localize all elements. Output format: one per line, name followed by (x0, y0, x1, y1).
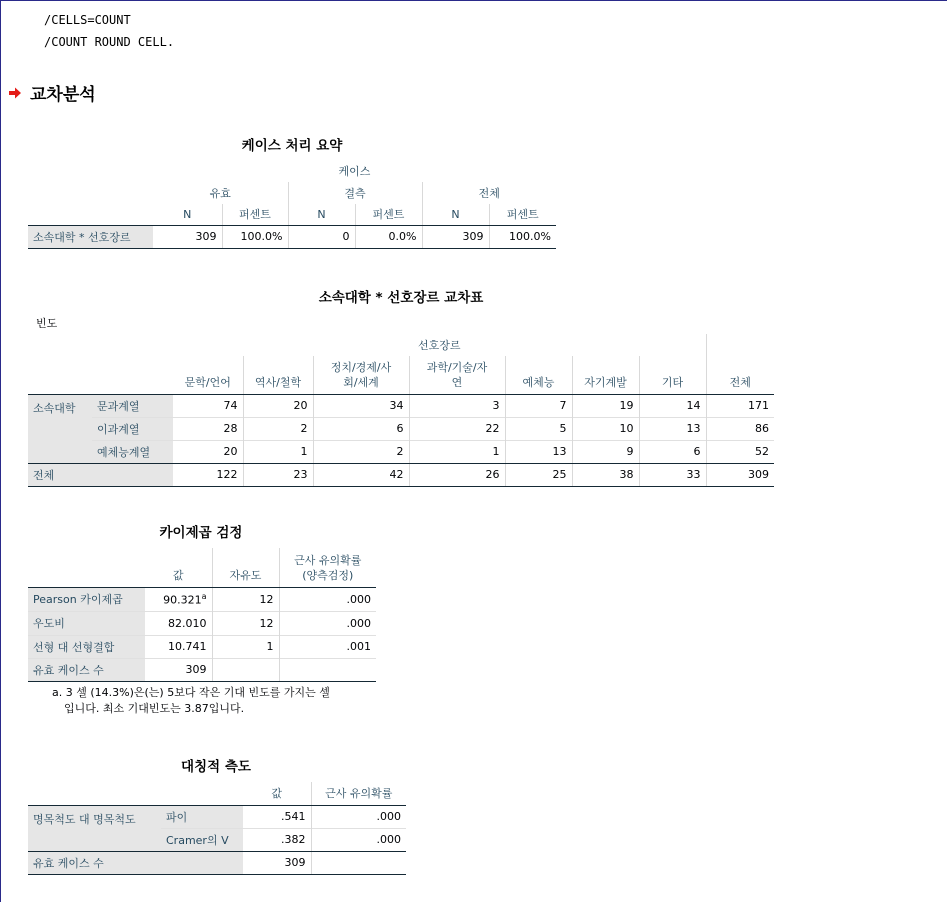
table-cell: 122 (173, 463, 243, 486)
symmetric-title: 대칭적 측도 (181, 759, 251, 775)
row-label: 파이 (161, 805, 243, 828)
table-cell: .541 (281, 810, 306, 823)
table-cell: 86 (706, 417, 774, 440)
col-subgroup-total: 전체 (422, 182, 556, 204)
col-header: 문학/언어 (173, 356, 243, 394)
case-summary-title: 케이스 처리 요약 (241, 138, 343, 154)
table-cell: 82.010 (145, 611, 212, 635)
row-label: 유효 케이스 수 (28, 851, 243, 874)
col-header: 근사 유의확률 (311, 782, 406, 805)
table-cell: 7 (505, 394, 572, 417)
row-label: 이과계열 (92, 417, 173, 440)
table-cell: 0.0% (355, 225, 422, 248)
group-label: 명목척도 대 명목척도 (28, 805, 161, 851)
row-var-label: 소속대학 (28, 394, 92, 463)
table-cell: 12 (212, 611, 279, 635)
col-header: 자유도 (212, 548, 279, 587)
syntax-line: /CELLS=COUNT (44, 13, 131, 27)
col-header: 값 (243, 782, 311, 805)
row-label: Cramer의 V (161, 828, 243, 851)
table-cell: 1 (212, 635, 279, 658)
chi-square-table (28, 548, 376, 682)
table-cell: 6 (639, 440, 706, 463)
table-cell: 309 (422, 225, 489, 248)
footnote-line: a. 3 셀 (14.3%)은(는) 5보다 작은 기대 빈도를 가지는 셀 (52, 686, 330, 699)
syntax-line: /COUNT ROUND CELL. (44, 35, 175, 49)
row-label: 소속대학 * 선호장르 (28, 225, 153, 248)
col-subgroup-missing: 결측 (288, 182, 422, 204)
section-heading[interactable] (8, 80, 96, 105)
value-text: 90.321 (163, 593, 202, 607)
col-header: N (153, 204, 222, 225)
col-header: 근사 유의확률 (양측검정) (279, 548, 376, 587)
col-header: 퍼센트 (222, 204, 288, 225)
table-cell: 22 (409, 417, 505, 440)
table-cell: 20 (243, 394, 313, 417)
col-header: N (288, 204, 355, 225)
table-cell (212, 658, 279, 681)
table-cell: 52 (706, 440, 774, 463)
table-cell: .000 (279, 611, 376, 635)
table-cell: 309 (145, 658, 212, 681)
section-title: 교차분석 (30, 85, 96, 105)
table-cell: 171 (706, 394, 774, 417)
table-cell: 13 (639, 417, 706, 440)
table-cell: 20 (173, 440, 243, 463)
table-cell (145, 587, 212, 611)
col-header: 자기계발 (572, 356, 639, 394)
row-label: 우도비 (28, 611, 145, 635)
col-header: N (422, 204, 489, 225)
table-cell: .001 (279, 635, 376, 658)
col-subgroup-valid: 유효 (209, 187, 231, 200)
table-cell: 100.0% (489, 225, 556, 248)
symmetric-table (28, 782, 406, 875)
table-cell: 3 (409, 394, 505, 417)
table-cell: 14 (639, 394, 706, 417)
table-cell: 100.0% (222, 225, 288, 248)
table-cell: 309 (153, 225, 222, 248)
table-cell: 6 (313, 417, 409, 440)
table-cell: 309 (706, 463, 774, 486)
table-cell: 10.741 (145, 635, 212, 658)
col-group-header: 케이스 (338, 165, 371, 178)
table-cell: 19 (572, 394, 639, 417)
table-cell: 309 (243, 851, 311, 874)
chi-square-footnote (52, 685, 330, 717)
col-header: 전체 (706, 356, 774, 394)
col-header: 값 (145, 548, 212, 587)
table-cell: 1 (243, 440, 313, 463)
table-cell: 34 (313, 394, 409, 417)
case-summary-table (28, 160, 556, 249)
col-header: 정치/경제/사 회/세계 (313, 356, 409, 394)
table-cell (279, 658, 376, 681)
chi-square-title: 카이제곱 검정 (159, 525, 243, 541)
table-cell: 10 (572, 417, 639, 440)
table-cell: .382 (243, 828, 311, 851)
syntax-block (44, 9, 174, 53)
crosstab-title: 소속대학 * 선호장르 교차표 (318, 290, 484, 306)
row-label: Pearson 카이제곱 (28, 587, 145, 611)
table-cell: 2 (313, 440, 409, 463)
table-cell: 28 (173, 417, 243, 440)
col-header: 역사/철학 (243, 356, 313, 394)
crosstab-table (28, 334, 774, 487)
table-cell: 1 (409, 440, 505, 463)
table-cell: 13 (505, 440, 572, 463)
col-header: 예체능 (505, 356, 572, 394)
table-cell: 12 (212, 587, 279, 611)
row-label: 예체능계열 (92, 440, 173, 463)
table-cell: 26 (409, 463, 505, 486)
table-cell: 5 (505, 417, 572, 440)
total-row-label: 전체 (28, 463, 173, 486)
footnote-marker: a (201, 591, 207, 601)
table-cell: 25 (505, 463, 572, 486)
table-cell: 38 (572, 463, 639, 486)
table-cell: 23 (243, 463, 313, 486)
row-label: 유효 케이스 수 (28, 658, 145, 681)
col-var-header: 선호장르 (417, 339, 461, 352)
col-header: 기타 (639, 356, 706, 394)
table-cell: .000 (311, 805, 406, 828)
col-header: 퍼센트 (355, 204, 422, 225)
row-label: 선형 대 선형결합 (28, 635, 145, 658)
col-header: 과학/기술/자 연 (409, 356, 505, 394)
table-cell: .000 (311, 828, 406, 851)
red-arrow-icon (8, 86, 22, 100)
footnote-line: 입니다. 최소 기대빈도는 3.87입니다. (64, 702, 245, 715)
col-header: 퍼센트 (489, 204, 556, 225)
table-cell: 9 (572, 440, 639, 463)
crosstab-subtitle: 빈도 (36, 317, 58, 330)
table-cell: 0 (288, 225, 355, 248)
table-cell: 2 (243, 417, 313, 440)
table-cell: 42 (313, 463, 409, 486)
table-cell: 33 (639, 463, 706, 486)
table-cell: .000 (279, 587, 376, 611)
row-label: 문과계열 (92, 394, 173, 417)
table-cell: 74 (223, 399, 238, 412)
